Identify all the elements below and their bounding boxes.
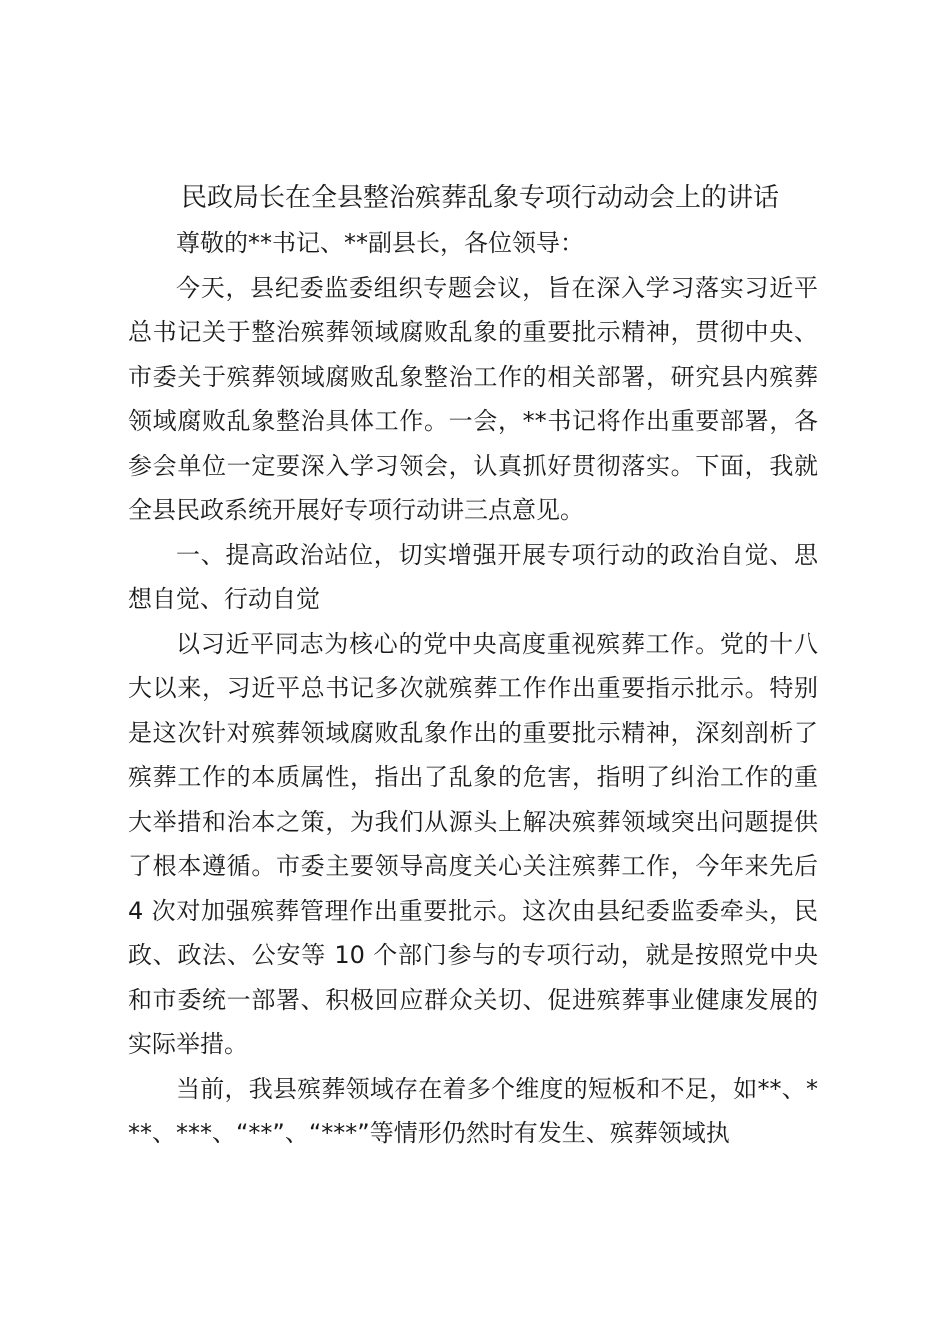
document-body [128,221,818,1156]
paragraph-background: 以习近平同志为核心的党中央高度重视殡葬工作。党的十八大以来，习近平总书记多次就殡葬工作作出重要指示批示。特别是这次针对殡葬领域腐败乱象作出的重要批示精神，深刻剖析了殡葬工作的本质属性，指出了乱象的危害，指明了纠治工作的重大举措和治本之策，为我们从源头上解决殡葬领域突出问题提供了根本遵循。市委主要领导高度关心关注殡葬工作，今年来先后 4 次对加强殡葬管理作出重要批示。这次由县纪委监委牵头，民政、政法、公安等 10 个部门参与的专项行动，就是按照党中央和市委统一部署、积极回应群众关切、促进殡葬事业健康发展的实际举措。 [128,629,818,1058]
salutation: 尊敬的**书记、**副县长，各位领导： [176,229,584,257]
paragraph-intro: 今天，县纪委监委组织专题会议，旨在深入学习落实习近平总书记关于整治殡葬领域腐败乱象的重要批示精神，贯彻中央、市委关于殡葬领域腐败乱象整治工作的相关部署，研究县内殡葬领域腐败乱象整治具体工作。一会，**书记将作出重要部署，各参会单位一定要深入学习领会，认真抓好贯彻落实。下面，我就全县民政系统开展好专项行动讲三点意见。 [128,273,818,524]
section-heading-1: 一、提高政治站位，切实增强开展专项行动的政治自觉、思想自觉、行动自觉 [128,540,818,613]
document-title: 民政局长在全县整治殡葬乱象专项行动动会上的讲话 [180,183,779,213]
paragraph-current-situation: 当前，我县殡葬领域存在着多个维度的短板和不足，如**、***、***、“**”、“***”等情形仍然时有发生、殡葬领域执 [128,1074,818,1147]
